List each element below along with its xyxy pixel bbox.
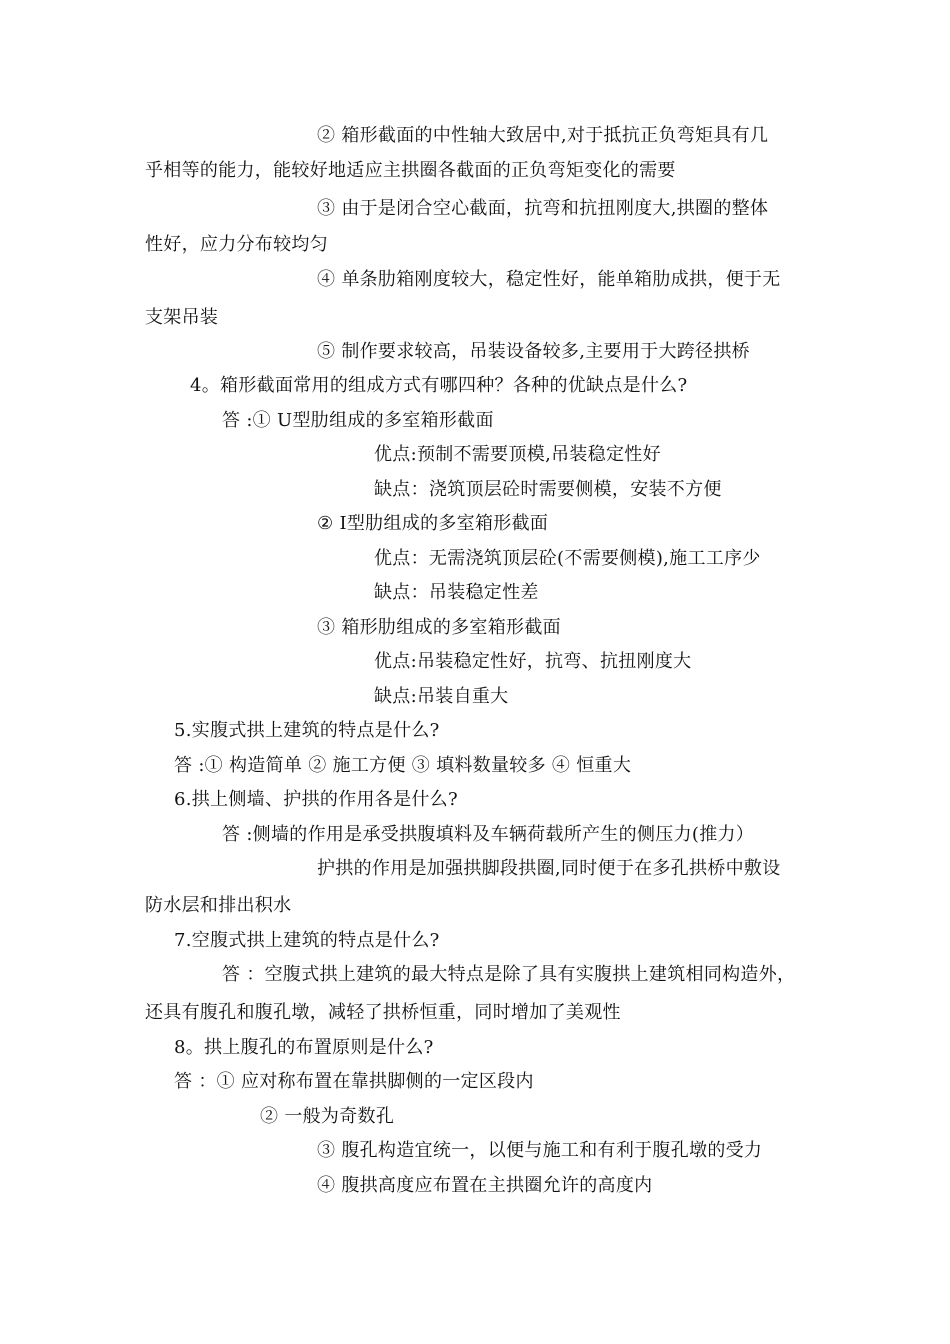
text-line: ④ 腹拱高度应布置在主拱圈允许的高度内: [317, 1175, 653, 1196]
text-line: 支架吊装: [145, 307, 219, 328]
text-line: 优点:预制不需要顶模,吊装稳定性好: [374, 444, 661, 465]
text-line: ③ 腹孔构造宜统一，以便与施工和有利于腹孔墩的受力: [317, 1140, 763, 1161]
question-heading: 8。拱上腹孔的布置原则是什么?: [174, 1037, 434, 1058]
text-line: 缺点：吊装稳定性差: [374, 582, 539, 603]
text-line: 护拱的作用是加强拱脚段拱圈,同时便于在多孔拱桥中敷设: [317, 858, 781, 879]
question-heading: 4。箱形截面常用的组成方式有哪四种？各种的优缺点是什么?: [190, 375, 688, 396]
answer-line: 答 ：空腹式拱上建筑的最大特点是除了具有实腹拱上建筑相同构造外，: [222, 964, 796, 985]
answer-line: 答 :① 构造简单 ② 施工方便 ③ 填料数量较多 ④ 恒重大: [174, 755, 632, 776]
text-line: ② 箱形截面的中性轴大致居中,对于抵抗正负弯矩具有几: [317, 125, 769, 146]
question-heading: 6.拱上侧墙、护拱的作用各是什么?: [174, 789, 458, 810]
text-line: 优点:吊装稳定性好，抗弯、抗扭刚度大: [374, 651, 692, 672]
text-line: ③ 由于是闭合空心截面，抗弯和抗扭刚度大,拱圈的整体: [317, 198, 769, 219]
text-line: ② I型肋组成的多室箱形截面: [317, 513, 549, 534]
text-line: ③ 箱形肋组成的多室箱形截面: [317, 617, 561, 638]
text-line: 乎相等的能力，能较好地适应主拱圈各截面的正负弯矩变化的需要: [145, 160, 676, 181]
text-line: 性好，应力分布较均匀: [145, 234, 328, 255]
text-line: ② 一般为奇数孔: [260, 1106, 395, 1127]
text-line: 防水层和排出积水: [145, 895, 292, 916]
text-line: 优点：无需浇筑顶层砼(不需要侧模),施工工序少: [374, 548, 761, 569]
question-heading: 5.实腹式拱上建筑的特点是什么?: [174, 720, 440, 741]
answer-line: 答 :① U型肋组成的多室箱形截面: [222, 410, 494, 431]
question-heading: 7.空腹式拱上建筑的特点是什么?: [174, 930, 440, 951]
text-line: 缺点:吊装自重大: [374, 686, 509, 707]
text-line: 缺点：浇筑顶层砼时需要侧模，安装不方便: [374, 479, 722, 500]
text-line: 还具有腹孔和腹孔墩，减轻了拱桥恒重，同时增加了美观性: [145, 1002, 621, 1023]
text-line: ④ 单条肋箱刚度较大，稳定性好，能单箱肋成拱，便于无: [317, 269, 781, 290]
text-line: ⑤ 制作要求较高，吊装设备较多,主要用于大跨径拱桥: [317, 341, 750, 362]
answer-line: 答 :侧墙的作用是承受拱腹填料及车辆荷载所产生的侧压力(推力）: [222, 824, 755, 845]
answer-line: 答 ：① 应对称布置在靠拱脚侧的一定区段内: [174, 1071, 534, 1092]
